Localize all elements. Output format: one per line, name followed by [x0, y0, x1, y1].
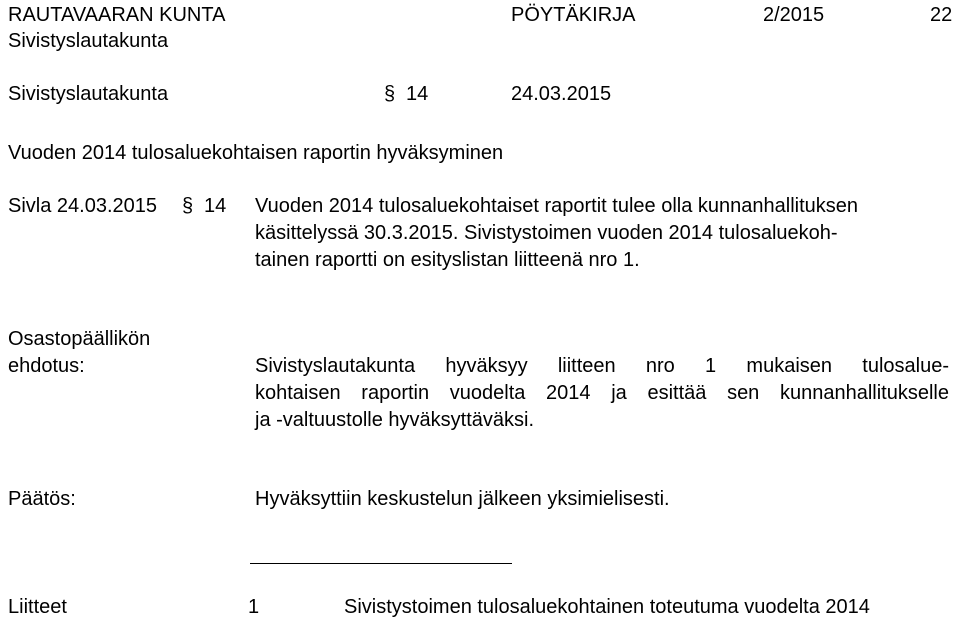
proposal-label-line-2: ehdotus: [8, 355, 85, 377]
document-number: 2/2015 [763, 4, 825, 26]
page-number: 22 [930, 4, 953, 26]
proposal-label-line-1: Osastopäällikön [8, 328, 151, 350]
reference-line-1: Vuoden 2014 tulosaluekohtaiset raportit tulee olla kunnanhallituksen [255, 195, 859, 217]
attachments-label: Liitteet [8, 596, 67, 618]
proposal-line-3: ja -valtuustolle hyväksyttäväksi. [255, 409, 535, 431]
proposal-line-1: Sivistyslautakunta hyväksyy liitteen nro 1 mukaisen tulosalue- [255, 355, 949, 377]
document-type: PÖYTÄKIRJA [511, 4, 636, 26]
reference-line-3: tainen raportti on esityslistan liitteenä nro 1. [255, 249, 640, 271]
reference-paragraph-symbol: § [182, 195, 194, 217]
section-date: 24.03.2015 [511, 83, 612, 105]
page-title: Vuoden 2014 tulosaluekohtaisen raportin hyväksyminen [8, 142, 504, 164]
reference-paragraph-number: 14 [204, 195, 227, 217]
signature-line [250, 563, 512, 564]
section-paragraph-symbol: § [384, 83, 396, 105]
attachment-text: Sivistystoimen tulosaluekohtainen toteutuma vuodelta 2014 [344, 596, 870, 618]
reference-line-2: käsittelyssä 30.3.2015. Sivistystoimen vuoden 2014 tulosaluekoh- [255, 222, 838, 244]
reference-label: Sivla 24.03.2015 [8, 195, 158, 217]
section-paragraph-number: 14 [406, 83, 429, 105]
section-committee: Sivistyslautakunta [8, 83, 169, 105]
decision-text: Hyväksyttiin keskustelun jälkeen yksimielisesti. [255, 488, 670, 510]
proposal-line-2: kohtaisen raportin vuodelta 2014 ja esittää sen kunnanhallitukselle [255, 382, 949, 404]
organization-name: RAUTAVAARAN KUNTA [8, 4, 226, 26]
decision-label: Päätös: [8, 488, 76, 510]
attachment-number: 1 [248, 596, 260, 618]
body-name: Sivistyslautakunta [8, 30, 169, 52]
